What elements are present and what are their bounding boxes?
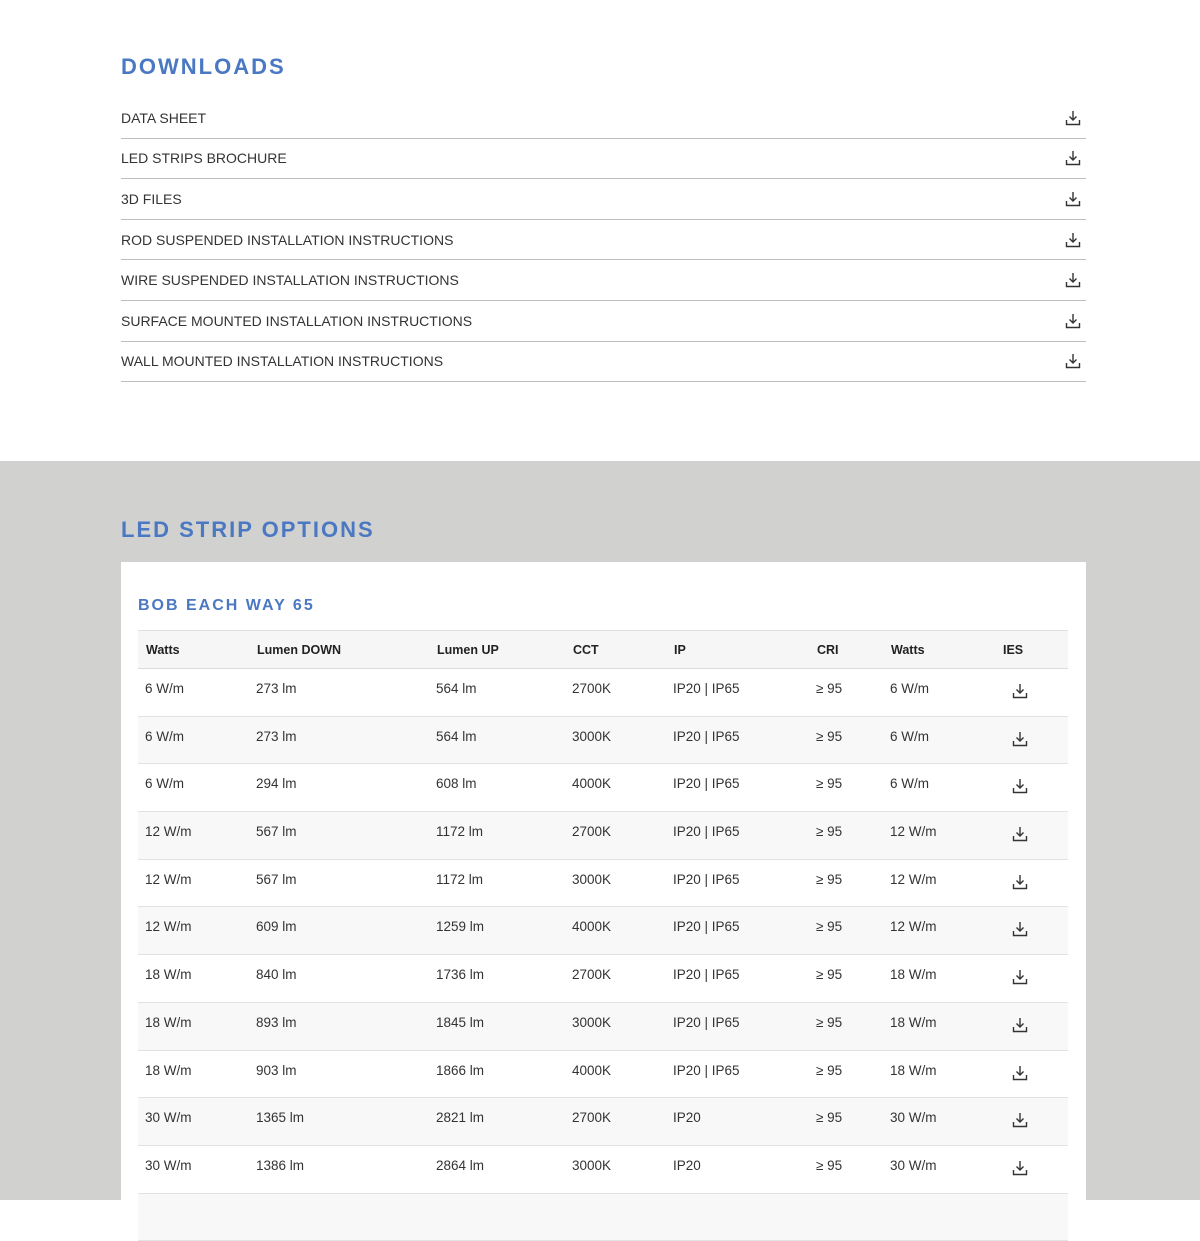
downloads-title: DOWNLOADS [121,54,286,79]
ies-download-icon[interactable] [1011,1064,1029,1082]
table-cell: 840 lm [256,967,297,983]
download-icon[interactable] [1064,190,1082,208]
ies-download-icon[interactable] [1011,777,1029,795]
download-item[interactable] [121,301,1086,342]
ies-download-icon[interactable] [1011,1111,1029,1129]
column-header: Lumen DOWN [249,631,429,669]
download-item[interactable] [121,342,1086,383]
table-cell: ≥ 95 [816,1157,843,1173]
download-item-label: LED STRIPS BROCHURE [121,150,287,167]
download-icon[interactable] [1064,149,1082,167]
table-cell: 2700K [572,681,612,696]
table-cell: ≥ 95 [816,1014,843,1030]
table-cell: 12 W/m [890,871,937,887]
download-item[interactable] [121,139,1086,180]
column-header: IES [995,631,1068,669]
ies-download-icon[interactable] [1011,1159,1029,1177]
table-cell: IP20 | IP65 [673,728,740,744]
table-cell [883,1193,995,1241]
table-cell: 3000K [572,728,612,744]
table-cell: IP20 | IP65 [673,919,740,935]
led-strip-options-section [0,461,1200,1200]
table-cell: ≥ 95 [816,1110,843,1126]
table-cell: IP20 | IP65 [673,967,740,983]
table-row [138,764,1068,812]
column-header: CRI [809,631,883,669]
column-header: Watts [883,631,995,669]
table-cell [809,1193,883,1241]
table-row [138,1098,1068,1146]
table-row [138,1002,1068,1050]
download-item-label: DATA SHEET [121,109,207,126]
product-card [121,562,1086,1222]
ies-cell [995,812,1068,860]
table-cell: 3000K [572,1014,612,1030]
table-cell: 567 lm [256,871,297,887]
downloads-list [121,98,1086,382]
table-cell: 1172 lm [436,871,484,887]
download-icon[interactable] [1064,352,1082,370]
table-cell: 12 W/m [145,824,192,840]
downloads-section [0,0,1200,461]
column-header: Watts [138,631,249,669]
table-body [138,669,1068,1241]
table-cell: 608 lm [436,776,477,792]
options-table [138,630,1068,1241]
table-cell: 18 W/m [890,967,937,983]
table-cell: 903 lm [256,1062,297,1078]
table-cell: 1386 lm [256,1157,305,1173]
table-cell: 18 W/m [145,1062,192,1078]
table-cell: 30 W/m [890,1157,937,1173]
ies-download-icon[interactable] [1011,873,1029,891]
table-cell: 2700K [572,967,612,983]
table-cell: 6 W/m [145,681,184,696]
table-cell [138,1193,249,1241]
download-item-label: WIRE SUSPENDED INSTALLATION INSTRUCTIONS [121,272,459,289]
download-item[interactable] [121,98,1086,139]
table-cell: 4000K [572,1062,612,1078]
ies-download-icon[interactable] [1011,968,1029,986]
table-cell: ≥ 95 [816,728,843,744]
ies-cell [995,764,1068,812]
table-cell: 3000K [572,871,612,887]
ies-cell [995,1193,1068,1241]
table-cell: 893 lm [256,1014,297,1030]
table-cell: ≥ 95 [816,776,843,792]
ies-cell [995,1002,1068,1050]
download-item[interactable] [121,220,1086,261]
table-cell: 1172 lm [436,824,484,840]
ies-download-icon[interactable] [1011,1016,1029,1034]
table-cell: 567 lm [256,824,297,840]
table-cell [565,1193,666,1241]
ies-download-icon[interactable] [1011,825,1029,843]
table-cell: 18 W/m [145,967,192,983]
table-cell: 18 W/m [890,1014,937,1030]
table-cell: 12 W/m [145,919,192,935]
table-cell: 609 lm [256,919,297,935]
table-cell: IP20 | IP65 [673,776,740,792]
table-cell: 6 W/m [890,776,929,792]
download-icon[interactable] [1064,271,1082,289]
column-header: CCT [565,631,666,669]
table-cell: 2821 lm [436,1110,485,1126]
table-cell: 18 W/m [890,1062,937,1078]
table-cell: IP20 | IP65 [673,1062,740,1078]
table-cell: 12 W/m [890,824,937,840]
table-cell: 1259 lm [436,919,485,935]
table-cell: 30 W/m [145,1157,192,1173]
ies-download-icon[interactable] [1011,730,1029,748]
table-row [138,716,1068,764]
download-icon[interactable] [1064,109,1082,127]
table-cell: 564 lm [436,681,477,696]
column-header: IP [666,631,809,669]
table-cell: 1736 lm [436,967,485,983]
table-cell: ≥ 95 [816,967,843,983]
table-cell: 1365 lm [256,1110,305,1126]
download-item-label: WALL MOUNTED INSTALLATION INSTRUCTIONS [121,353,444,370]
table-cell [249,1193,429,1241]
ies-download-icon[interactable] [1011,920,1029,938]
table-cell: 273 lm [256,681,297,696]
table-cell: 273 lm [256,728,297,744]
table-cell: 294 lm [256,776,297,792]
column-header: Lumen UP [429,631,565,669]
table-row [138,859,1068,907]
table-cell: ≥ 95 [816,824,843,840]
ies-cell [995,716,1068,764]
table-cell: 12 W/m [145,871,192,887]
table-cell: ≥ 95 [816,871,843,887]
table-cell: 30 W/m [145,1110,192,1126]
table-cell: 564 lm [436,728,477,744]
download-icon[interactable] [1064,312,1082,330]
table-row [138,812,1068,860]
table-cell: 2864 lm [436,1157,485,1173]
ies-cell [995,1145,1068,1193]
table-row [138,907,1068,955]
table-cell: 4000K [572,919,612,935]
ies-cell [995,1050,1068,1098]
table-cell: 1866 lm [436,1062,485,1078]
table-cell [429,1193,565,1241]
table-cell: IP20 | IP65 [673,681,740,696]
table-cell: ≥ 95 [816,919,843,935]
table-cell: 18 W/m [145,1014,192,1030]
table-cell: 3000K [572,1157,612,1173]
download-item[interactable] [121,179,1086,220]
download-item-label: 3D FILES [121,190,182,207]
table-cell: IP20 [673,1110,701,1126]
table-cell: 2700K [572,1110,612,1126]
table-cell: 2700K [572,824,612,840]
table-cell: 6 W/m [890,681,929,696]
table-row [138,1193,1068,1241]
table-row [138,1050,1068,1098]
table-cell: 6 W/m [890,728,929,744]
table-row [138,955,1068,1003]
ies-download-icon[interactable] [1011,682,1029,700]
led-strip-options-title: LED STRIP OPTIONS [121,517,375,542]
table-cell: IP20 | IP65 [673,1014,740,1030]
download-item-label: SURFACE MOUNTED INSTALLATION INSTRUCTIONS [121,312,473,329]
ies-cell [995,669,1068,717]
ies-cell [995,907,1068,955]
table-cell: 30 W/m [890,1110,937,1126]
table-cell: IP20 [673,1157,701,1173]
download-item-label: ROD SUSPENDED INSTALLATION INSTRUCTIONS [121,231,454,248]
download-item[interactable] [121,260,1086,301]
table-row [138,669,1068,717]
table-cell [666,1193,809,1241]
table-cell: 6 W/m [145,776,184,792]
download-icon[interactable] [1064,231,1082,249]
ies-cell [995,1098,1068,1146]
ies-cell [995,955,1068,1003]
table-cell: 6 W/m [145,728,184,744]
table-cell: ≥ 95 [816,681,843,696]
table-cell: 1845 lm [436,1014,485,1030]
table-cell: ≥ 95 [816,1062,843,1078]
table-cell: IP20 | IP65 [673,871,740,887]
product-title: BOB EACH WAY 65 [138,597,315,614]
table-header [138,631,1068,669]
table-row [138,1145,1068,1193]
ies-cell [995,859,1068,907]
table-cell: IP20 | IP65 [673,824,740,840]
table-cell: 4000K [572,776,612,792]
table-cell: 12 W/m [890,919,937,935]
